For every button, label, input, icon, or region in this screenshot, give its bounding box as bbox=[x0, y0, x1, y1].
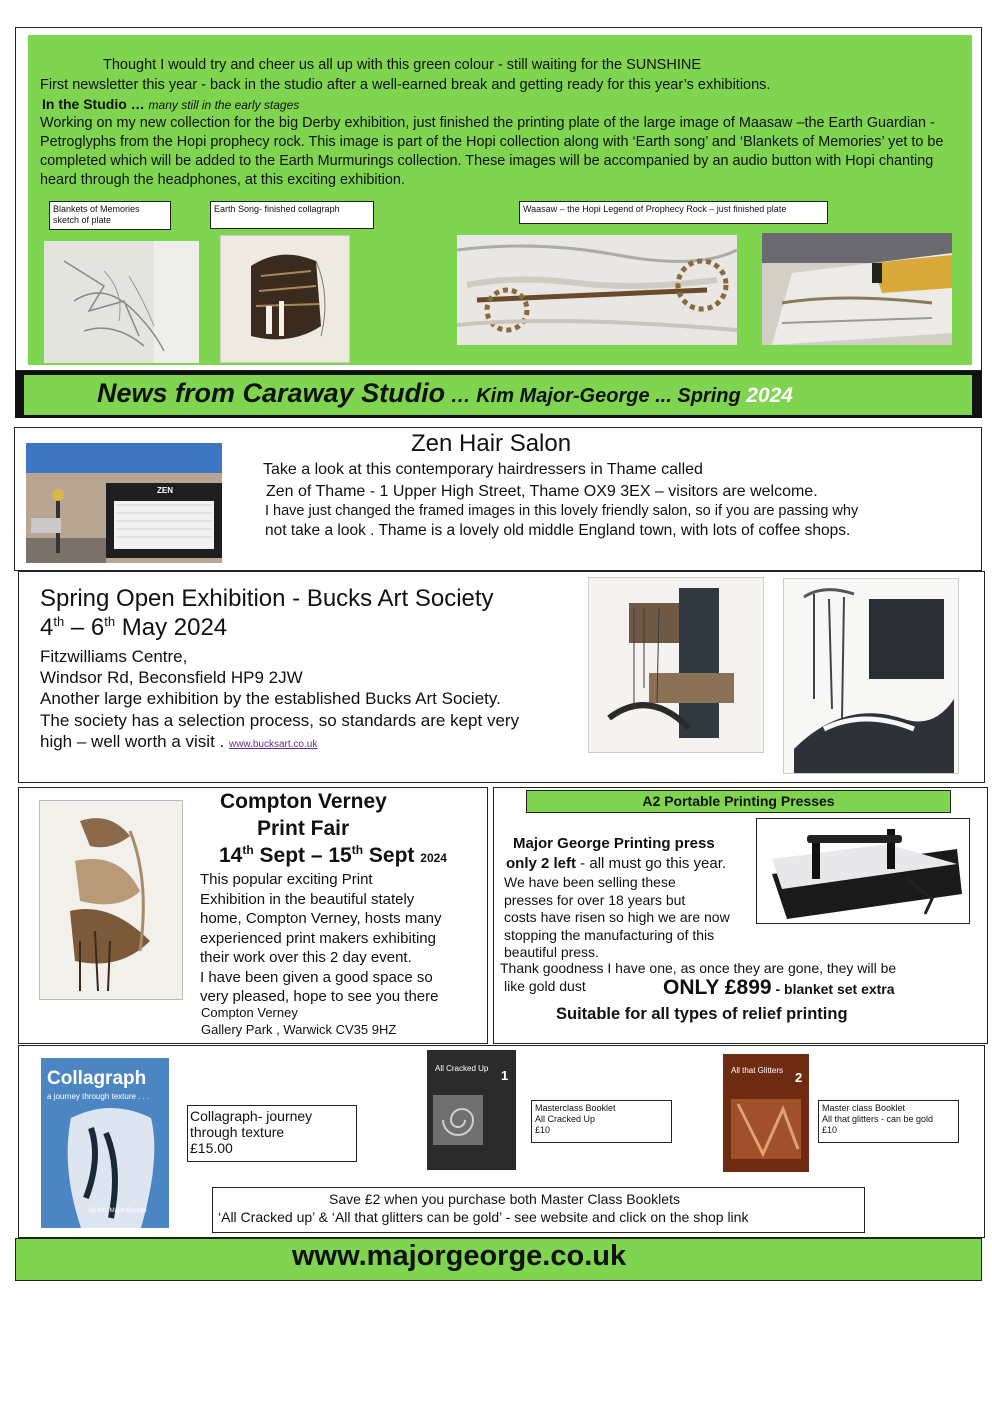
zen-line3: I have just changed the framed images in this lovely friendly salon, so if you are passing why bbox=[265, 503, 859, 519]
compton-body-5: their work over this 2 day event. bbox=[200, 949, 412, 966]
plate-progress-drawing bbox=[762, 233, 952, 345]
collagraph-label-2: through texture bbox=[190, 1124, 285, 1140]
all-that-glitters-cover-num: 2 bbox=[795, 1070, 803, 1085]
presses-header bbox=[526, 790, 951, 813]
collagraph-book-subtitle: a journey through texture . . . bbox=[47, 1092, 150, 1101]
zen-line2: Zen of Thame - 1 Upper High Street, Thame OX9 3EX – visitors are welcome. bbox=[266, 483, 818, 500]
presses-body-3: costs have risen so high we are now bbox=[504, 909, 730, 925]
all-that-glitters-cover-title: All that Glitters bbox=[731, 1066, 784, 1075]
spring-desc3-line bbox=[40, 732, 317, 752]
compton-date-sup-a: th bbox=[242, 843, 254, 857]
compton-body-4: experienced print makers exhibiting bbox=[200, 929, 436, 947]
compton-date-sup-b: th bbox=[351, 843, 364, 857]
compton-title1: Compton Verney bbox=[220, 790, 387, 813]
all-that-glitters-cover[interactable] bbox=[723, 1054, 809, 1172]
compton-address-1: Compton Verney bbox=[201, 1005, 298, 1020]
collagraph-label bbox=[187, 1105, 357, 1162]
zen-sign: ZEN bbox=[157, 486, 173, 495]
printing-press-image bbox=[756, 818, 970, 924]
spring-venue1: Fitzwilliams Centre, bbox=[40, 647, 188, 666]
studio-heading bbox=[42, 96, 299, 112]
presses-body-5: beautiful press. bbox=[504, 944, 599, 960]
spring-dates bbox=[40, 614, 227, 642]
compton-date-a: 14 bbox=[219, 844, 243, 867]
plate-progress-image bbox=[762, 233, 952, 345]
caption-blankets bbox=[49, 201, 171, 230]
bucksart-link[interactable]: www.bucksart.co.uk bbox=[228, 739, 318, 750]
compton-artwork bbox=[39, 800, 183, 1000]
compton-body-6: I have been given a good space so bbox=[200, 968, 433, 986]
all-cracked-up-cover-num: 1 bbox=[501, 1068, 509, 1083]
presses-body-2: presses for over 18 years but bbox=[504, 891, 686, 908]
compton-title2: Print Fair bbox=[257, 817, 350, 840]
all-cracked-up-cover[interactable] bbox=[427, 1050, 516, 1170]
collagraph-label-1: Collagraph- journey bbox=[190, 1108, 313, 1124]
caption-waasaw: Waasaw – the Hopi Legend of Prophecy Rock – just finished plate bbox=[519, 201, 828, 224]
all-cracked-up-cover-title: All Cracked Up bbox=[435, 1064, 489, 1073]
cracked-price: £10 bbox=[535, 1125, 551, 1135]
banner-author: … Kim Major-George ... Spring bbox=[445, 385, 747, 407]
cracked-label-1: Masterclass Booklet bbox=[535, 1103, 616, 1113]
presses-only-left-bold: only 2 left bbox=[506, 855, 577, 872]
collagraph-book-cover[interactable] bbox=[41, 1058, 169, 1228]
collagraph-book-author: By Kim Major-George bbox=[89, 1208, 147, 1214]
presses-body-4: stopping the manufacturing of this bbox=[504, 926, 715, 943]
caption-blankets-l2: sketch of plate bbox=[53, 215, 112, 225]
studio-subheading: many still in the early stages bbox=[148, 98, 300, 112]
glitters-label bbox=[818, 1100, 959, 1143]
spring-date-sup-a: th bbox=[53, 614, 65, 629]
waasaw-plate-image bbox=[457, 235, 737, 345]
spring-artwork-1-drawing bbox=[589, 578, 764, 753]
presses-header-text: A2 Portable Printing Presses bbox=[642, 793, 835, 809]
intro-line2: First newsletter this year - back in the studio after a well-earned break and getting ready for this year’s exhibitions. bbox=[40, 77, 771, 93]
spring-artwork-1 bbox=[588, 577, 764, 753]
compton-body bbox=[200, 870, 442, 1007]
cracked-label-2: All Cracked Up bbox=[535, 1114, 596, 1124]
presses-only-left bbox=[506, 855, 726, 872]
glitters-label-1: Master class Booklet bbox=[822, 1103, 906, 1113]
zen-title: Zen Hair Salon bbox=[411, 430, 572, 457]
spring-venue2: Windsor Rd, Beconsfield HP9 2JW bbox=[40, 668, 303, 687]
compton-address-2: Gallery Park , Warwick CV35 9HZ bbox=[201, 1022, 397, 1037]
spring-desc1: Another large exhibition by the established Bucks Art Society. bbox=[40, 689, 501, 708]
studio-heading-text: In the Studio … bbox=[42, 96, 145, 112]
intro-line1: Thought I would try and cheer us all up with this green colour - still waiting for the SUNSHINE bbox=[103, 57, 701, 73]
compton-address bbox=[201, 1004, 396, 1038]
spring-date-c: May 2024 bbox=[115, 614, 228, 641]
waasaw-drawing bbox=[457, 235, 737, 345]
caption-earth-song: Earth Song- finished collagraph bbox=[210, 201, 374, 229]
earth-song-image bbox=[220, 235, 350, 363]
compton-artwork-drawing bbox=[40, 801, 183, 1000]
save-offer-line1: Save £2 when you purchase both Master Class Booklets bbox=[329, 1191, 680, 1207]
spring-artwork-2-drawing bbox=[784, 579, 959, 774]
banner-title-text: News from Caraway Studio bbox=[97, 378, 446, 408]
presses-price-extra: - blanket set extra bbox=[771, 981, 895, 997]
spring-date-b: – 6 bbox=[64, 614, 105, 641]
presses-price-block bbox=[663, 976, 895, 1000]
zen-salon-drawing bbox=[26, 443, 222, 563]
caption-blankets-l1: Blankets of Memories bbox=[53, 204, 140, 214]
spring-date-a: 4 bbox=[40, 614, 54, 641]
spring-desc2: The society has a selection process, so standards are kept very bbox=[40, 711, 520, 730]
presses-gold-dust: like gold dust bbox=[504, 978, 586, 994]
website-link[interactable]: www.majorgeorge.co.uk bbox=[292, 1240, 627, 1272]
compton-body-3: home, Compton Verney, hosts many bbox=[200, 910, 442, 927]
presses-title: Major George Printing press bbox=[513, 835, 715, 852]
presses-suitable: Suitable for all types of relief printing bbox=[556, 1005, 848, 1023]
spring-date-sup-b: th bbox=[104, 614, 116, 629]
spring-desc3: high – well worth a visit . bbox=[40, 732, 229, 751]
presses-body bbox=[504, 874, 730, 962]
compton-dates bbox=[219, 843, 447, 868]
save-offer-box bbox=[212, 1187, 865, 1233]
compton-date-year: 2024 bbox=[420, 851, 447, 865]
collagraph-price: £15.00 bbox=[190, 1140, 233, 1156]
glitters-label-2: All that glitters - can be gold bbox=[822, 1114, 934, 1124]
save-offer-line2: ‘All Cracked up’ & ‘All that glitters can be gold’ - see website and click on the shop link bbox=[218, 1209, 749, 1225]
presses-only-left-rest: - all must go this year. bbox=[576, 855, 727, 872]
glitters-price: £10 bbox=[822, 1125, 838, 1135]
compton-body-1: This popular exciting Print bbox=[200, 871, 373, 888]
printing-press-drawing bbox=[757, 819, 970, 924]
compton-date-b: Sept – 15 bbox=[253, 844, 352, 867]
zen-salon-photo bbox=[26, 443, 222, 563]
banner-year: 2024 bbox=[746, 384, 793, 407]
compton-body-2: Exhibition in the beautiful stately bbox=[200, 890, 415, 908]
earth-song-drawing bbox=[221, 236, 350, 363]
cracked-label bbox=[531, 1100, 672, 1143]
spring-title: Spring Open Exhibition - Bucks Art Society bbox=[40, 585, 494, 612]
intro-body: Working on my new collection for the big Derby exhibition, just finished the printing plate of the large image of Maasaw –the Earth Guardian - Petroglyphs from the Hopi prophecy rock. This image is part of the Hopi collection along with ‘Earth song’ and ‘Blankets of Memories’ yet to be completed which will be added to the Earth Murmurings collection. These images will be accompanied by an audio button with Hopi chanting heard through the headphones, at this exciting exhibition. bbox=[40, 115, 944, 188]
zen-line4: not take a look . Thame is a lovely old middle England town, with lots of coffee shops. bbox=[265, 522, 851, 539]
spring-artwork-2 bbox=[783, 578, 959, 774]
compton-date-c: Sept bbox=[363, 844, 421, 867]
presses-body-6: Thank goodness I have one, as once they are gone, they will be bbox=[500, 960, 897, 976]
presses-body-1: We have been selling these bbox=[504, 874, 676, 890]
compton-body-7: very pleased, hope to see you there bbox=[200, 988, 439, 1005]
banner-title bbox=[97, 378, 793, 409]
presses-price: ONLY £899 bbox=[663, 976, 772, 999]
collagraph-book-title: Collagraph bbox=[47, 1068, 147, 1089]
presses-price-line bbox=[504, 978, 586, 996]
blankets-sketch-image bbox=[44, 241, 199, 363]
zen-line1: Take a look at this contemporary hairdressers in Thame called bbox=[263, 461, 703, 478]
sketch-drawing bbox=[44, 241, 199, 363]
